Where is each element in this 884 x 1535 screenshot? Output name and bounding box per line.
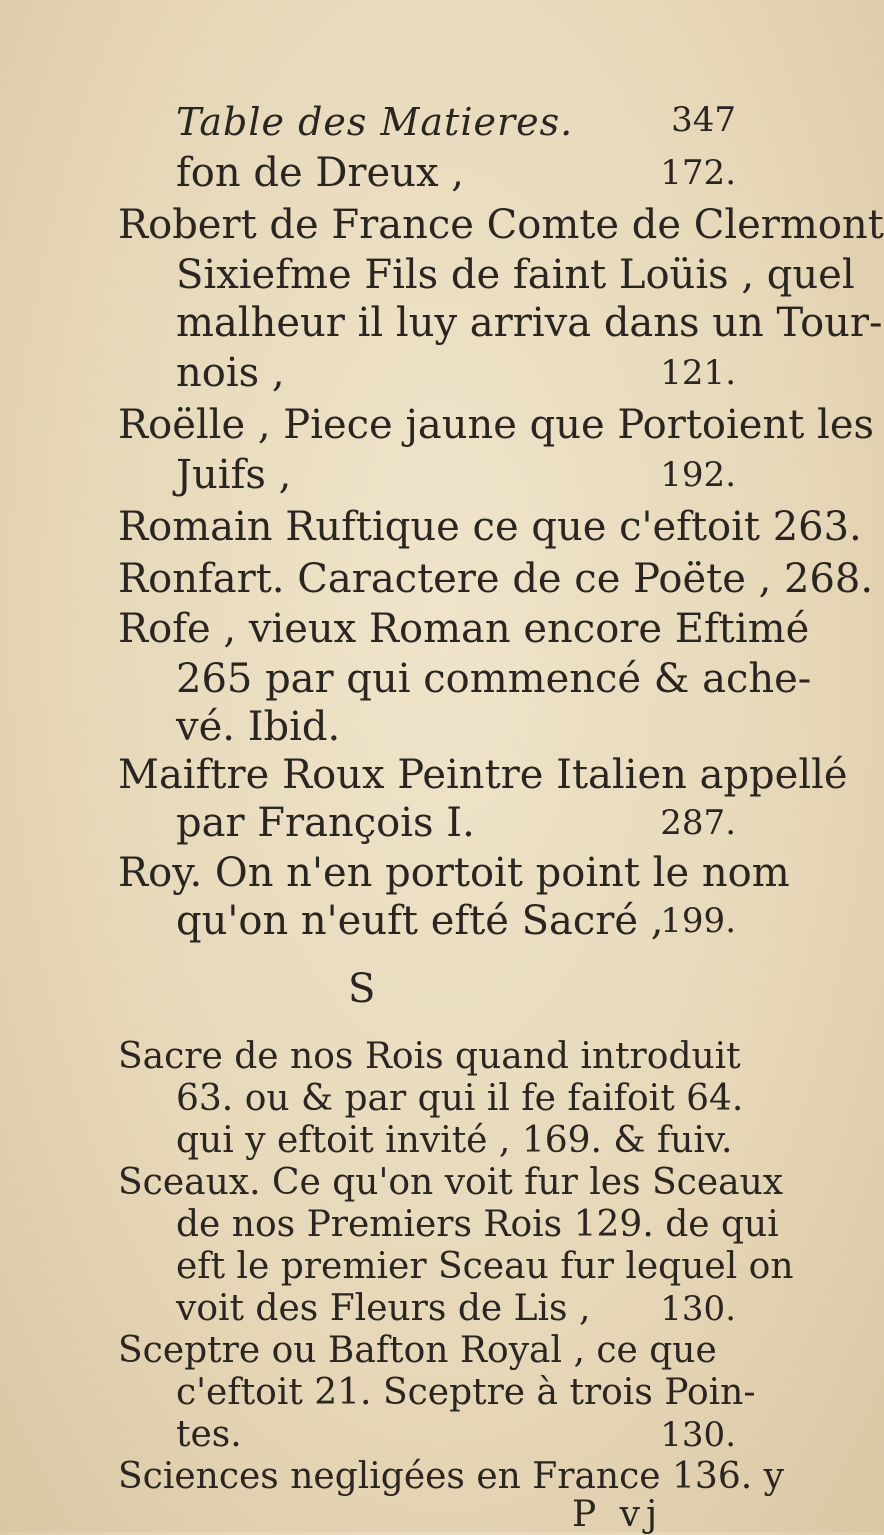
page-number: 347 — [671, 100, 736, 140]
index-line: Juifs , 192. — [176, 452, 736, 498]
index-line: c'eftoit 21. Sceptre à trois Poin- — [176, 1372, 756, 1413]
index-line: par François I. 287. — [176, 800, 736, 846]
index-line: voit des Fleurs de Lis , 130. — [176, 1288, 736, 1329]
signature-mark: P vj — [572, 1494, 664, 1535]
section-letter: S — [348, 966, 376, 1012]
running-title: Table des Matieres. — [176, 100, 574, 144]
index-line: tes. 130. — [176, 1414, 736, 1455]
book-page: Table des Matieres. 347 fon de Dreux , 172. Robert de France Comte de Clermont Sixiefme Fils de faint Loüis , quel malheur il luy arriva dans un Tour- nois , 121. Roëlle , Piece jaune que Portoient les Juifs , 192. Romain Ruftique ce que c'eftoit 263. Ronfart. Caractere de ce Poëte , 268. Rofe , vieux Roman encore Eftimé 265 par qui commencé & ache- vé. Ibid. Maiftre Roux Peintre Italien appellé par François I. 287. Roy. On n'en portoit point le nom qu'on n'euft efté Sacré , 199. S Sacre de nos Rois quand introduit 63. ou & par qui il fe faifoit 64. qui y eftoit invité , 169. & fuiv. Sceaux. Ce qu'on voit fur les Sceaux de nos Premiers Rois 129. de qui eft le premier Sceau fur lequel on voit des Fleurs de Lis , 130. Sceptre ou Bafton Royal , ce que c'eftoit 21. Sceptre à trois Poin- tes. 130. Sciences negligées en France 136. y P vj — [118, 100, 884, 1535]
index-line: qu'on n'euft efté Sacré , 199. — [176, 898, 736, 944]
index-entry: Sceptre ou Bafton Royal , ce que — [118, 1330, 717, 1371]
index-line: fon de Dreux , 172. — [176, 150, 736, 196]
index-line: nois , 121. — [176, 350, 736, 396]
